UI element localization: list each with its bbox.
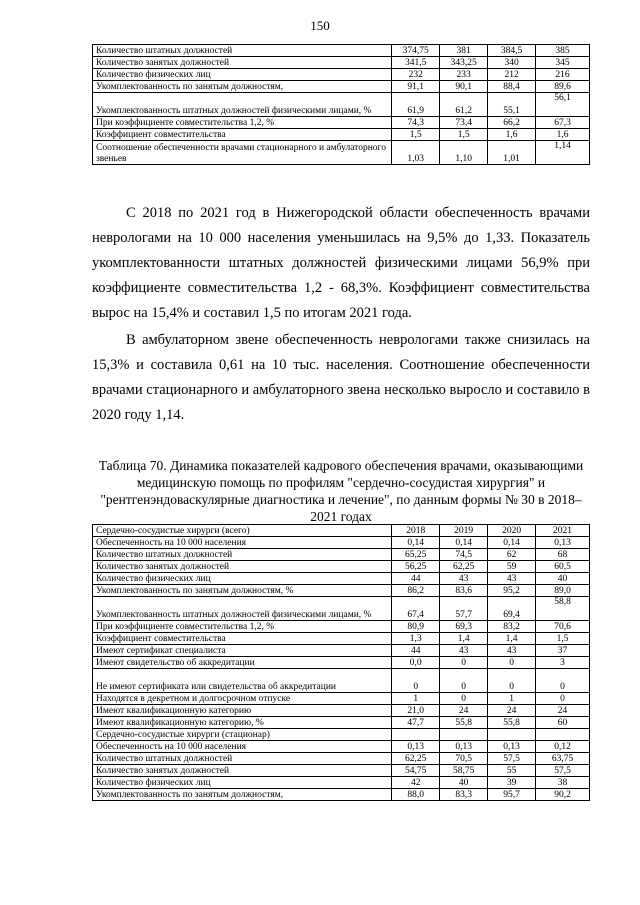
- cell-value: 24: [488, 705, 536, 717]
- cell-value: 0: [440, 657, 488, 669]
- cell-value: [392, 729, 440, 741]
- table-row: [93, 57, 590, 69]
- cell-value: 3: [536, 657, 590, 669]
- row-label: Коэффициент совместительства: [93, 129, 392, 141]
- cell-value: 1,4: [440, 633, 488, 645]
- cell-value: 90,2: [536, 789, 590, 801]
- cell-value: 43: [440, 573, 488, 585]
- cell-value: 0,14: [488, 537, 536, 549]
- cell-value: 42: [392, 777, 440, 789]
- row-label: Количество занятых должностей: [93, 561, 392, 573]
- cell-value: 345: [536, 57, 590, 69]
- cell-value: 54,75: [392, 765, 440, 777]
- cell-value: 1,5: [440, 129, 488, 141]
- cell-value: 89,6: [536, 81, 590, 93]
- cell-value: 58,8: [536, 597, 590, 621]
- paragraph-1: С 2018 по 2021 год в Нижегородской области обеспеченность врачами неврологами на 10 000 населения уменьшилась на 9,5% до 1,33. Показатель укомплектованности штатных должностей физическими лицами 56,9% при коэффициенте совместительства 1,2 - 68,3%. Коэффициент совместительства вырос на 15,4% и составил 1,5 по итогам 2021 года.: [92, 205, 590, 321]
- table-row: [93, 765, 590, 777]
- cell-value: 61,2: [440, 93, 488, 117]
- cell-value: 1,01: [488, 141, 536, 165]
- cell-value: 0,0: [392, 657, 440, 669]
- row-label: Имеют сертификат специалиста: [93, 645, 392, 657]
- cell-value: 21,0: [392, 705, 440, 717]
- table-header-row: [93, 525, 590, 537]
- cell-value: 69,3: [440, 621, 488, 633]
- cell-value: 62,25: [440, 561, 488, 573]
- cell-value: 385: [536, 45, 590, 57]
- row-label: Количество физических лиц: [93, 573, 392, 585]
- cell-value: 60: [536, 717, 590, 729]
- cell-value: 68: [536, 549, 590, 561]
- table-row: [93, 621, 590, 633]
- cell-value: 0: [536, 693, 590, 705]
- year-2021: 2021: [536, 525, 590, 537]
- table-row: [93, 537, 590, 549]
- row-label: При коэффициенте совместительства 1,2, %: [93, 117, 392, 129]
- table-row: [93, 69, 590, 81]
- cell-value: 70,6: [536, 621, 590, 633]
- cell-value: 65,25: [392, 549, 440, 561]
- row-label: Количество занятых должностей: [93, 57, 392, 69]
- cell-value: 74,5: [440, 549, 488, 561]
- cell-value: 0,14: [392, 537, 440, 549]
- row-label: Количество штатных должностей: [93, 753, 392, 765]
- table-row: [93, 45, 590, 57]
- year-2018: 2018: [392, 525, 440, 537]
- row-label: Сердечно-сосудистые хирурги (стационар): [93, 729, 392, 741]
- row-label: Имеют свидетельство об аккредитации: [93, 657, 392, 669]
- cell-value: 0: [488, 669, 536, 693]
- row-label: Обеспеченность на 10 000 населения: [93, 741, 392, 753]
- table-neurologists-body: [93, 45, 590, 165]
- cell-value: 1: [488, 693, 536, 705]
- cell-value: 59: [488, 561, 536, 573]
- cell-value: 43: [440, 645, 488, 657]
- cell-value: 88,0: [392, 789, 440, 801]
- cell-value: 83,6: [440, 585, 488, 597]
- cell-value: 55: [488, 765, 536, 777]
- cell-value: 73,4: [440, 117, 488, 129]
- paragraph-2: В амбулаторном звене обеспеченность неврологами также снизилась на 15,3% и составила 0,61 на 10 тыс. населения. Соотношение обеспеченности врачами стационарного и амбулаторного звена несколько выросло и составило в 2020 году 1,14.: [92, 332, 590, 423]
- cell-value: 95,2: [488, 585, 536, 597]
- row-label: Количество физических лиц: [93, 777, 392, 789]
- row-label: Коэффициент совместительства: [93, 633, 392, 645]
- cell-value: 0,13: [488, 741, 536, 753]
- cell-value: 24: [536, 705, 590, 717]
- table-row: [93, 561, 590, 573]
- table-row: [93, 633, 590, 645]
- cell-value: 69,4: [488, 597, 536, 621]
- cell-value: 57,5: [536, 765, 590, 777]
- cell-value: 0,13: [392, 741, 440, 753]
- row-label: При коэффициенте совместительства 1,2, %: [93, 621, 392, 633]
- cell-value: 67,4: [392, 597, 440, 621]
- cell-value: 55,1: [488, 93, 536, 117]
- cell-value: 216: [536, 69, 590, 81]
- row-label: Обеспеченность на 10 000 населения: [93, 537, 392, 549]
- cell-value: 374,75: [392, 45, 440, 57]
- year-2019: 2019: [440, 525, 488, 537]
- cell-value: 91,1: [392, 81, 440, 93]
- row-label: Не имеют сертификата или свидетельства об аккредитации: [93, 669, 392, 693]
- cell-value: 0: [440, 693, 488, 705]
- table-row: [93, 117, 590, 129]
- cell-value: 0: [392, 669, 440, 693]
- table-row: [93, 717, 590, 729]
- cell-value: 1,4: [488, 633, 536, 645]
- cell-value: 40: [440, 777, 488, 789]
- table-row: [93, 693, 590, 705]
- table-row: [93, 705, 590, 717]
- cell-value: 0,14: [440, 537, 488, 549]
- cell-value: 66,2: [488, 117, 536, 129]
- cell-value: 62: [488, 549, 536, 561]
- row-label: Укомплектованность по занятым должностям, %: [93, 585, 392, 597]
- cell-value: 1,3: [392, 633, 440, 645]
- cell-value: [488, 729, 536, 741]
- row-label: Находятся в декретном и долгосрочном отпуске: [93, 693, 392, 705]
- row-label: Количество физических лиц: [93, 69, 392, 81]
- cell-value: 47,7: [392, 717, 440, 729]
- table-row: [93, 549, 590, 561]
- row-label: Укомплектованность штатных должностей физическими лицами, %: [93, 597, 392, 621]
- cell-value: 341,5: [392, 57, 440, 69]
- cell-value: 0: [536, 669, 590, 693]
- cell-value: 384,5: [488, 45, 536, 57]
- cell-value: 88,4: [488, 81, 536, 93]
- cell-value: 67,3: [536, 117, 590, 129]
- cell-value: 57,5: [488, 753, 536, 765]
- cell-value: 56,1: [536, 93, 590, 117]
- year-2020: 2020: [488, 525, 536, 537]
- table-row: [93, 93, 590, 117]
- cell-value: 0,13: [536, 537, 590, 549]
- cell-value: 44: [392, 645, 440, 657]
- cell-value: 83,2: [488, 621, 536, 633]
- table-row: [93, 777, 590, 789]
- cell-value: 1: [392, 693, 440, 705]
- cell-value: 62,25: [392, 753, 440, 765]
- cell-value: [536, 729, 590, 741]
- cell-value: 83,3: [440, 789, 488, 801]
- cell-value: 56,25: [392, 561, 440, 573]
- table-cardio-surgeons-body: [93, 537, 590, 801]
- cell-value: 381: [440, 45, 488, 57]
- table-cardio-surgeons: [92, 524, 590, 801]
- cell-value: 37: [536, 645, 590, 657]
- row-label: Укомплектованность по занятым должностям,: [93, 81, 392, 93]
- cell-value: 95,7: [488, 789, 536, 801]
- cell-value: 43: [488, 645, 536, 657]
- cell-value: 57,7: [440, 597, 488, 621]
- cell-value: 90,1: [440, 81, 488, 93]
- table-caption: Таблица 70. Динамика показателей кадрового обеспечения врачами, оказывающими медицинскую помощь по профилям "сердечно-сосудистая хирургия" и "рентгенэндоваскулярные диагностика и лечение", по данным формы № 30 в 2018–2021 годах: [98, 458, 584, 524]
- cell-value: 233: [440, 69, 488, 81]
- table-row: [93, 597, 590, 621]
- row-label: Укомплектованность по занятым должностям,: [93, 789, 392, 801]
- cell-value: 61,9: [392, 93, 440, 117]
- cell-value: 1,5: [392, 129, 440, 141]
- row-label: Количество штатных должностей: [93, 45, 392, 57]
- row-label: Количество штатных должностей: [93, 549, 392, 561]
- cell-value: 58,75: [440, 765, 488, 777]
- page-number: 150: [310, 18, 330, 33]
- table-row: [93, 645, 590, 657]
- row-label: Имеют квалификационную категорию, %: [93, 717, 392, 729]
- table-neurologists: [92, 44, 590, 165]
- table-row: [93, 81, 590, 93]
- cell-value: 70,5: [440, 753, 488, 765]
- row-label: Укомплектованность штатных должностей физическими лицами, %: [93, 93, 392, 117]
- cell-value: 60,5: [536, 561, 590, 573]
- row-label: Имеют квалификационную категорию: [93, 705, 392, 717]
- table-row: [93, 789, 590, 801]
- cell-value: 232: [392, 69, 440, 81]
- cell-value: 0,13: [440, 741, 488, 753]
- cell-value: 39: [488, 777, 536, 789]
- table-row: [93, 741, 590, 753]
- cell-value: 24: [440, 705, 488, 717]
- cell-value: 43: [488, 573, 536, 585]
- cell-value: 1,6: [488, 129, 536, 141]
- table-row: [93, 585, 590, 597]
- table-row: [93, 669, 590, 693]
- table-row: [93, 657, 590, 669]
- cell-value: 86,2: [392, 585, 440, 597]
- cell-value: 80,9: [392, 621, 440, 633]
- cell-value: 340: [488, 57, 536, 69]
- cell-value: [440, 729, 488, 741]
- cell-value: 1,10: [440, 141, 488, 165]
- cell-value: 89,0: [536, 585, 590, 597]
- table-row: [93, 573, 590, 585]
- cell-value: 1,03: [392, 141, 440, 165]
- cell-value: 1,5: [536, 633, 590, 645]
- cell-value: 44: [392, 573, 440, 585]
- table-row: [93, 729, 590, 741]
- row-label: Количество занятых должностей: [93, 765, 392, 777]
- cell-value: 55,8: [440, 717, 488, 729]
- cell-value: 40: [536, 573, 590, 585]
- row-label: Соотношение обеспеченности врачами стационарного и амбулаторного звеньев: [93, 141, 392, 165]
- cell-value: 63,75: [536, 753, 590, 765]
- cell-value: 212: [488, 69, 536, 81]
- table-row: [93, 129, 590, 141]
- table-header-label: Сердечно-сосудистые хирурги (всего): [93, 525, 392, 537]
- table-row: [93, 753, 590, 765]
- cell-value: 0: [440, 669, 488, 693]
- cell-value: 343,25: [440, 57, 488, 69]
- cell-value: 1,6: [536, 129, 590, 141]
- cell-value: 0: [488, 657, 536, 669]
- cell-value: 55,8: [488, 717, 536, 729]
- cell-value: 1,14: [536, 141, 590, 165]
- table-row: [93, 141, 590, 165]
- cell-value: 74,3: [392, 117, 440, 129]
- cell-value: 38: [536, 777, 590, 789]
- cell-value: 0,12: [536, 741, 590, 753]
